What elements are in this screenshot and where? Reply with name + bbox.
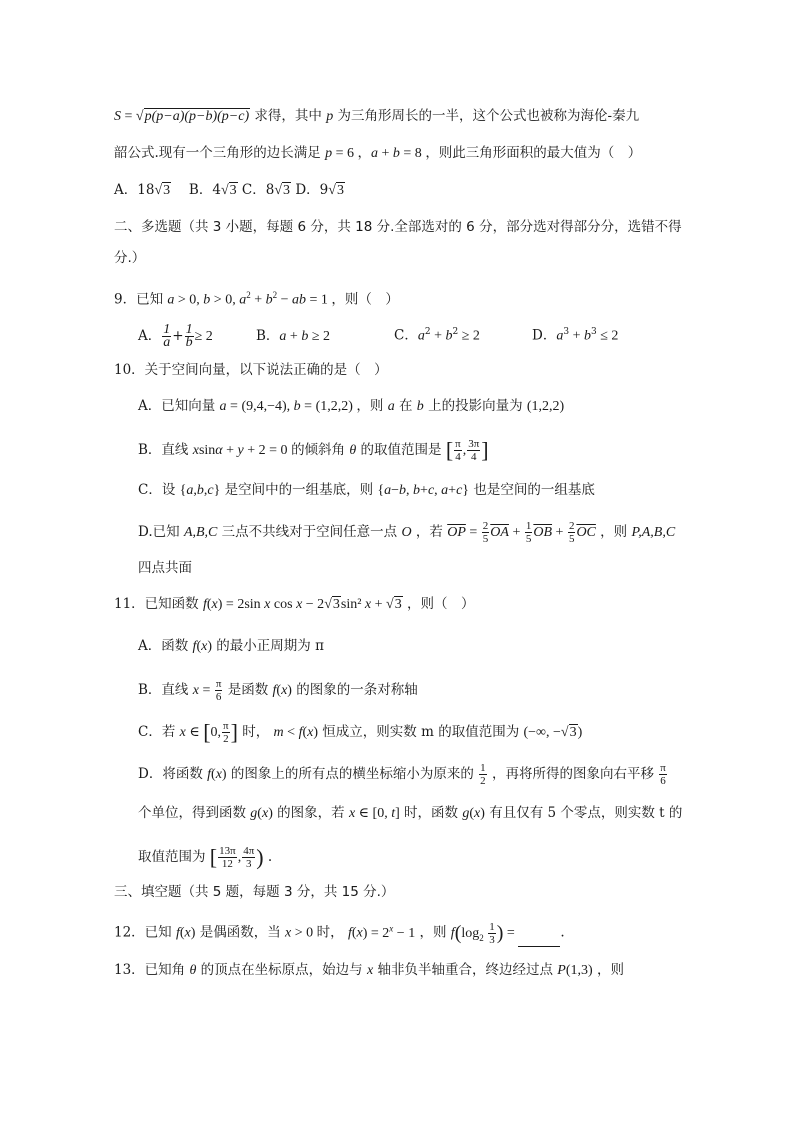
question-9: 9．已知 a > 0, b > 0, $a^2 + b^2$ − ab = 1 ，则（ ） (114, 290, 399, 308)
question-10-D: D.已知 A,B,C 三点不共线对于空间任意一点 O ，若 $\overline{OP}$ = $\frac{2}{5}$ $\overline{OA}$ + $\frac{1}{5}$ $\overline{OB}$ + $\frac{2}{5}$ $\overline{OC}$ ，则 P,A,B,C (138, 520, 676, 545)
section-3-heading: 三、填空题（共 5 题，每题 3 分，共 15 分.） (114, 884, 395, 900)
question-11: 11．已知函数 f(x) = 2sin x cos x − 2√3sin² x + √3 ，则（ ） (114, 596, 475, 612)
question-10-D-cont: 四点共面 (138, 560, 192, 576)
question-11-D-range: 取值范围为 [ $\frac{13\pi}{12}$ , $\frac{4\pi}{3}$ ) . (138, 844, 273, 870)
question-10-C: C．设 {a,b,c} 是空间中的一组基底，则 {a−b, b+c, a+c} 也是空间的一组基底 (138, 482, 595, 498)
question-11-D-cont: 个单位，得到函数 g(x) 的图象，若 x ∈ [0, t] 时，函数 g(x) 有且仅有 5 个零点，则实数 t 的 (138, 805, 683, 821)
question-9-options: A． $\frac{1}{a}$ + $\frac{1}{b}$ ≥ 2 B．a + b ≥ 2 C．$a^2 + b^2 \ge 2$ D．$a^3 + b^3 \le 2$ (138, 321, 619, 350)
section-2-heading-cont: 分.） (114, 250, 146, 266)
question-11-C: C．若 x ∈ [0, $\frac{\pi}{2}$ ] 时， m < f(x) 恒成立，则实数 m 的取值范围为 (−∞, −√3) (138, 719, 583, 745)
text-line-2: 韶公式.现有一个三角形的边长满足 p = 6 ，a + b = 8 ，则此三角形面积的最大值为（ ） (114, 145, 642, 161)
question-10-B: B．直线 xsinα + y + 2 = 0 的倾斜角 θ 的取值范围是 [ $\frac{\pi}{4}$ , $\frac{3\pi}{4}$ ] (138, 437, 489, 463)
answer-blank (518, 932, 560, 947)
question-11-A: A．函数 f(x) 的最小正周期为 π (138, 638, 324, 654)
section-2-heading: 二、多选题（共 3 小题，每题 6 分，共 18 分.全部选对的 6 分，部分选对得部分分，选错不得 (114, 219, 682, 235)
question-13: 13．已知角 θ 的顶点在坐标原点，始边与 x 轴非负半轴重合，终边经过点 P(1,3) ，则 (114, 962, 624, 978)
question-12: 12．已知 f(x) 是偶函数，当 x > 0 时， $f(x) = 2^x - 1$ ，则 $f(\log_2$ $\frac{1}{3}$ ) = . (114, 920, 565, 946)
q8-options: A．18√3 B．4√3 C．8√3 D．9√3 (114, 182, 344, 198)
question-10: 10．关于空间向量，以下说法正确的是（ ） (114, 362, 388, 378)
question-10-A: A．已知向量 a = (9,4,−4), b = (1,2,2) ，则 a 在 b 上的投影向量为 (1,2,2) (138, 398, 565, 414)
question-11-B: B．直线 x = $\frac{\pi}{6}$ 是函数 f(x) 的图象的一条对称轴 (138, 678, 418, 703)
text-line-1: S = √p(p−a)(p−b)(p−c) 求得，其中 p 为三角形周长的一半，这个公式也被称为海伦-秦九 (114, 108, 640, 124)
question-11-D: D．将函数 f(x) 的图象上的所有点的横坐标缩小为原来的 $\frac{1}{2}$ ，再将所得的图象向右平移 $\frac{\pi}{6}$ (138, 762, 666, 787)
